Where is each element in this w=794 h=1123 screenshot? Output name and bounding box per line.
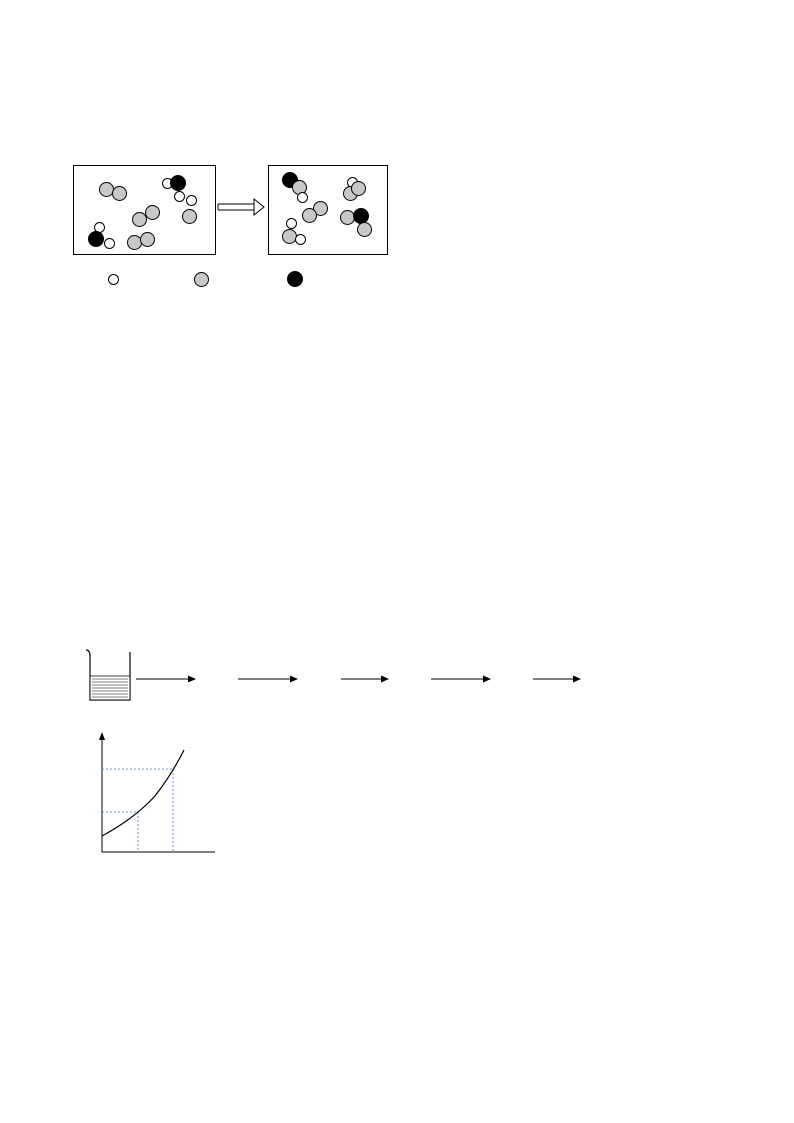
oxygen-atom: [145, 205, 160, 220]
products-box: [268, 165, 388, 255]
oxygen-atom: [112, 186, 127, 201]
solubility-curve-graph: [80, 730, 240, 895]
hydrogen-atom: [297, 192, 308, 203]
sulfur-atom: [88, 231, 104, 247]
legend-hydrogen-icon: [108, 274, 119, 285]
oxygen-atom: [302, 208, 317, 223]
oxygen-atom: [357, 222, 372, 237]
legend-oxygen-icon: [194, 272, 209, 287]
oxygen-atom: [351, 181, 366, 196]
step4-arrow-icon: [431, 674, 491, 684]
step1-arrow-icon: [136, 674, 196, 684]
hydrogen-atom: [174, 191, 185, 202]
hydrogen-atom: [295, 234, 306, 245]
hydrogen-atom: [186, 195, 197, 206]
sulfur-atom: [170, 175, 186, 191]
step2-arrow-icon: [238, 674, 298, 684]
hydrogen-atom: [286, 218, 297, 229]
step3-arrow-icon: [341, 674, 389, 684]
oxygen-atom: [182, 209, 197, 224]
beaker-icon: [84, 648, 134, 704]
hydrogen-atom: [104, 238, 115, 249]
oxygen-atom: [140, 232, 155, 247]
step5-arrow-icon: [533, 674, 581, 684]
solubility-curve: [102, 750, 184, 836]
reaction-arrow-icon: [216, 198, 266, 222]
legend-sulfur-icon: [287, 271, 303, 287]
reactants-box: [73, 165, 216, 255]
